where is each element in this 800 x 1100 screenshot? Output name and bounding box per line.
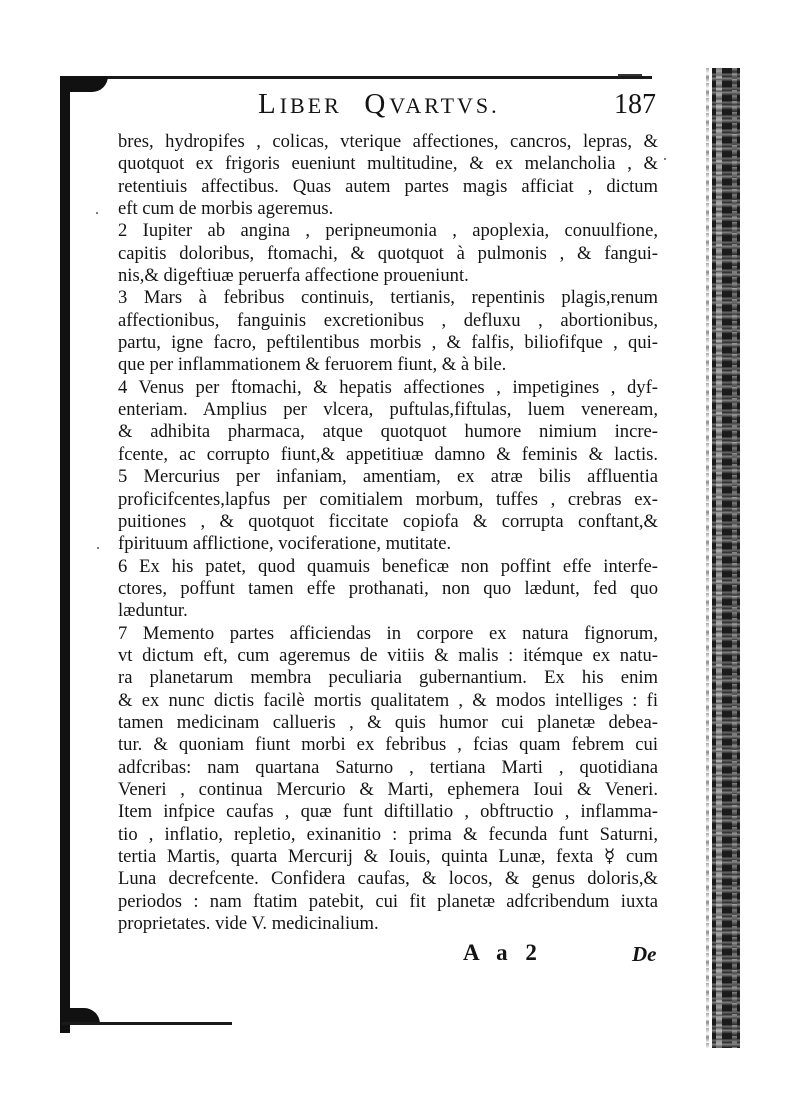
text-line: & ex nunc dictis facilè mortis qualitatem , & modos intelliges : fi (118, 689, 658, 711)
book-binding-strip (712, 68, 740, 1048)
text-line: 5 Mercurius per infaniam, amentiam, ex atræ bilis affluentia (118, 466, 658, 488)
text-line: proprietates. vide V. medicinalium. (118, 913, 379, 935)
text-line: fpirituum afflictione, vociferatione, mutitate. (118, 533, 452, 555)
text-line: tertia Martis, quarta Mercurij & Iouis, quinta Lunæ, fexta ☿ cum (118, 846, 658, 867)
text-line: 4 Venus per ftomachi, & hepatis affectiones , impetigines , dyf- (118, 376, 658, 398)
scan-speck (96, 212, 98, 214)
scan-speck (97, 547, 99, 549)
text-line: affectionibus, fanguinis excretionibus , defluxu , abortionibus, (118, 309, 658, 331)
text-line: vt dictum eft, cum ageremus de vitiis & malis : itémque ex natu- (118, 644, 658, 666)
text-line: puitiones , & quotquot ficcitate copiofa & corrupta conftant,& (118, 510, 658, 532)
text-line: proficifcentes,lapfus per comitialem morbum, tuffes , crebras ex- (118, 488, 658, 510)
catchword: De (632, 942, 657, 966)
text-line: 7 Memento partes afficiendas in corpore ex natura fignorum, (118, 622, 658, 644)
text-line: retentiuis affectibus. Quas autem partes magis afficiat , dictum (118, 175, 658, 197)
text-line: ctores, poffunt tamen effe prothanati, non quo lædunt, fed quo (118, 577, 658, 599)
text-line: Item infpice caufas , quæ funt diftillatio , obftructio , inflamma- (118, 801, 658, 823)
page-border-bottom (62, 1022, 232, 1025)
page-number: 187 (614, 89, 656, 120)
text-line: periodos : nam ftatim patebit, cui fit planetæ adfcribendum iuxta (118, 890, 658, 912)
text-line: nis,& digeftiuæ peruerfa affectione proueniunt. (118, 265, 469, 287)
text-line: partu, igne facro, peftilentibus morbis , & falfis, biliofifque , qui- (118, 332, 658, 354)
scan-speck (664, 158, 666, 160)
page-border-top (62, 76, 652, 79)
page-border-top-fragment (618, 74, 642, 76)
running-head-word2-rest: VARTVS. (389, 93, 500, 118)
text-line: adfcribas: nam quartana Saturno , tertiana Marti , quotidiana (118, 756, 658, 778)
text-line: capitis doloribus, ftomachi, & quotquot à pulmonis , & fangui- (118, 242, 658, 264)
text-line: læduntur. (118, 600, 188, 622)
text-line: tur. & quoniam fiunt morbi ex febribus , fcias quam febrem cui (118, 734, 658, 756)
running-head-initial: L (258, 88, 280, 120)
text-line: que per inflammationem & feruorem fiunt, & à bile. (118, 354, 507, 376)
running-head (258, 88, 500, 121)
text-line: 6 Ex his patet, quod quamuis beneficæ non poffint effe interfe- (118, 555, 658, 577)
body-text (118, 131, 658, 935)
text-line: eft cum de morbis ageremus. (118, 198, 334, 220)
text-line: tamen medicinam callueris , & quis humor cui planetæ debea- (118, 711, 658, 733)
text-line: Veneri , continua Mercurio & Marti, ephemera Ioui & Veneri. (118, 778, 658, 800)
text-line: tio , inflatio, repletio, exinanitio : prima & fecunda funt Saturni, (118, 823, 658, 845)
text-line: bres, hydropifes , colicas, vterique affectiones, cancros, lepras, & (118, 131, 658, 152)
binding-edge (706, 68, 709, 1048)
text-line: 3 Mars à febribus continuis, tertianis, repentinis plagis,renum (118, 287, 658, 309)
running-head-initial2: Q (364, 88, 390, 120)
text-line: & adhibita pharmaca, atque quotquot humore nimium incre- (118, 421, 658, 443)
text-line: enteriam. Amplius per vlcera, puftulas,fiftulas, luem veneream, (118, 399, 658, 421)
text-line: fcente, ac corrupto fiunt,& appetitiuæ damno & feminis & lactis. (118, 443, 658, 465)
page-border-left (60, 78, 70, 1033)
running-head-word1-rest: IBER (279, 93, 342, 118)
text-line: ra planetarum membra peculiaria gubernantium. Ex his enim (118, 667, 658, 689)
signature-mark: A a 2 (463, 940, 543, 965)
text-line: quotquot ex frigoris eueniunt multitudine, & ex melancholia , & (118, 153, 658, 175)
text-line: 2 Iupiter ab angina , peripneumonia , apoplexia, conuulfione, (118, 220, 658, 242)
text-line: Luna decrefcente. Confidera caufas, & locos, & genus doloris,& (118, 868, 658, 890)
